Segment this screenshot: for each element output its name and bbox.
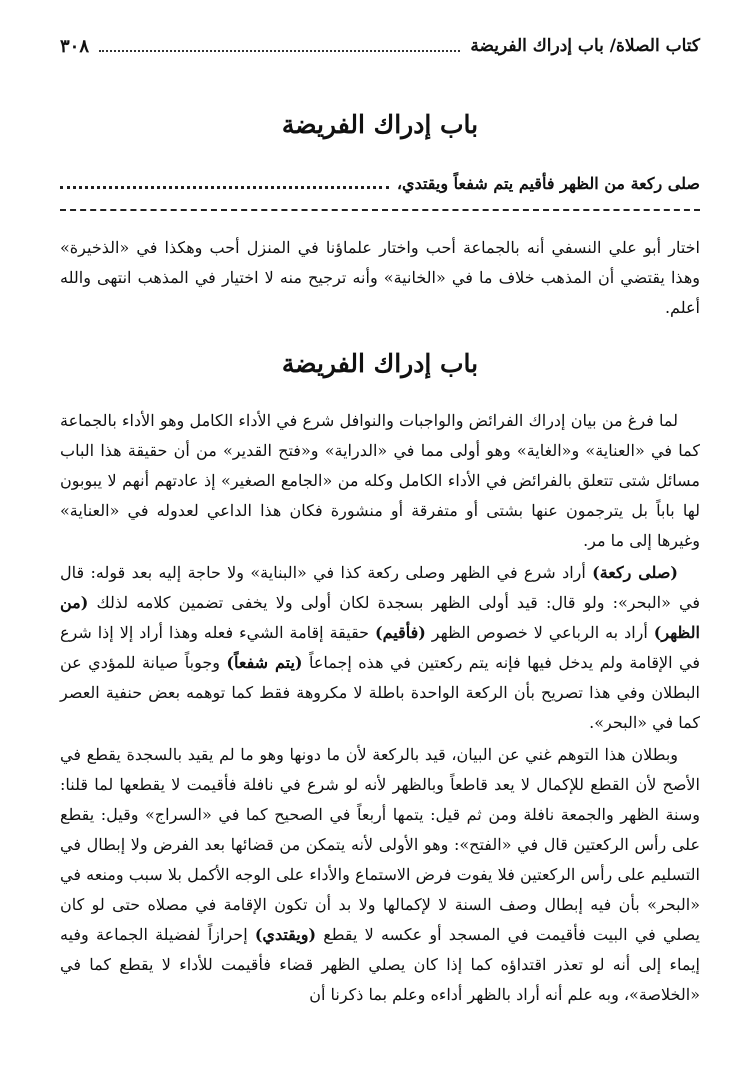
running-title: كتاب الصلاة/ باب إدراك الفريضة [470, 36, 700, 56]
lemma-yutimm-shafan: (يتم شفعاً) [226, 653, 303, 672]
page-number: ٣٠٨ [60, 35, 90, 57]
paragraph-2: لما فرغ من بيان إدراك الفرائض والواجبات والنوافل شرع في الأداء الكامل وهو الأداء بالجماعة كما في «العناية» و«الغاية» وهو أولى مما في «الدراية» و«فتح القدير» من أن حقيقة هذا الباب مسائل شتى تتعلق بالفرائض في الأداء الكامل وكله من «الجامع الصغير» إذ عادتهم أنهم لا يبوبون لها باباً بل يترجمون عنها بشتى أو متفرقة أو منشورة فكان هذا الداعي لعدوله في «العناية» وغيرها إلى ما مر. [60, 411, 700, 550]
lemma-fa-uqima: (فأقيم) [375, 623, 426, 642]
paragraph-3-text-4: وجوباً صيانة للمؤدي عن البطلان وفي هذا تصريح بأن الركعة الواحدة باطلة لا مكروهة فقط كما توهمه بعض حنفية العصر كما في «البحر». [60, 653, 700, 732]
paragraph-4 [60, 740, 700, 1010]
paragraph-4-text-1: وبطلان هذا التوهم غني عن البيان، قيد بالركعة لأن ما دونها وهو ما لم يقيد بالسجدة يقطع في الأصح لأن القطع للإكمال لا يعد قاطعاً وبالظهر لأنه لو شرع في نافلة فأقيمت لا يقطعها لما قلنا: وسنة الظهر والجمعة نافلة ومن ثم قيل: يتمها أربعاً في الصحيح كما في «السراج» وقيل: يقطع على رأس الركعتين قال في «الفتح»: وهو الأولى لأنه يتمكن من قضائها بعد الفرض ولا إبطال في التسليم على رأس الركعتين فلا يفوت فرض الاستماع والأداء على الوجه الأكمل بلا سبب ومنعه في «البحر» بأن فيه إبطال وصف السنة لا لإكمالها ولا بد أن تكون الإقامة في مصلاه حتى لو كان يصلي في البيت فأقيمت في المسجد أو عكسه لا يقطع [60, 745, 701, 944]
paragraph-3-text-3: حقيقة إقامة الشيء فعله وهذا أراد إلا إذا شرع في الإقامة ولم يدخل فيها فإنه يتم ركعتين في هذه إجماعاً [60, 623, 701, 672]
dashed-divider [60, 209, 700, 211]
paragraph-3-text-1: أراد شرع في الظهر وصلى ركعة كذا في «البناية» ولا حاجة إليه بعد قوله: قال في «البحر»: ولو قال: قيد أولى الظهر بسجدة لكان أولى ولا يخفى تضمين كلامه لذلك [60, 563, 700, 612]
paragraph-3-text-2: أراد به الرباعي لا خصوص الظهر [425, 623, 654, 642]
header-dotted-rule [99, 40, 460, 52]
paragraph-3 [60, 558, 700, 738]
matn-text: صلى ركعة من الظهر فأقيم يتم شفعاً ويقتدي، [396, 174, 700, 193]
paragraph-1: اختار أبو علي النسفي أنه بالجماعة أحب واختار علماؤنا في المنزل أحب وهكذا في «الذخيرة» وهذا يقتضي أن المذهب خلاف ما في «الخانية» وأنه ترجيح منه لا اختيار في المذهب انتهى والله أعلم. [60, 238, 700, 317]
chapter-title: باب إدراك الفريضة [281, 110, 479, 139]
lemma-min-al-zuhr: (من الظهر) [60, 593, 700, 642]
lemma-salla-rakaa: (صلى ركعة) [592, 563, 678, 582]
matn-dotted-rule [60, 178, 389, 189]
paragraph-4-text-2: إحرازاً لفضيلة الجماعة وفيه إيماء إلى أنه لو تعذر اقتداؤه كما إذا كان يصلي الظهر قضاء فأقيمت للأداء لا يقطع كما في «الخلاصة»، وبه علم أنه أراد بالظهر أداءه وعلم بما ذكرنا أن [60, 925, 700, 1004]
matn-line [60, 159, 700, 193]
lemma-wa-yaqtadi: (ويقتدي) [254, 925, 317, 944]
running-header [60, 28, 700, 64]
chapter-title-2: باب إدراك الفريضة [281, 349, 479, 378]
page [60, 28, 700, 1010]
